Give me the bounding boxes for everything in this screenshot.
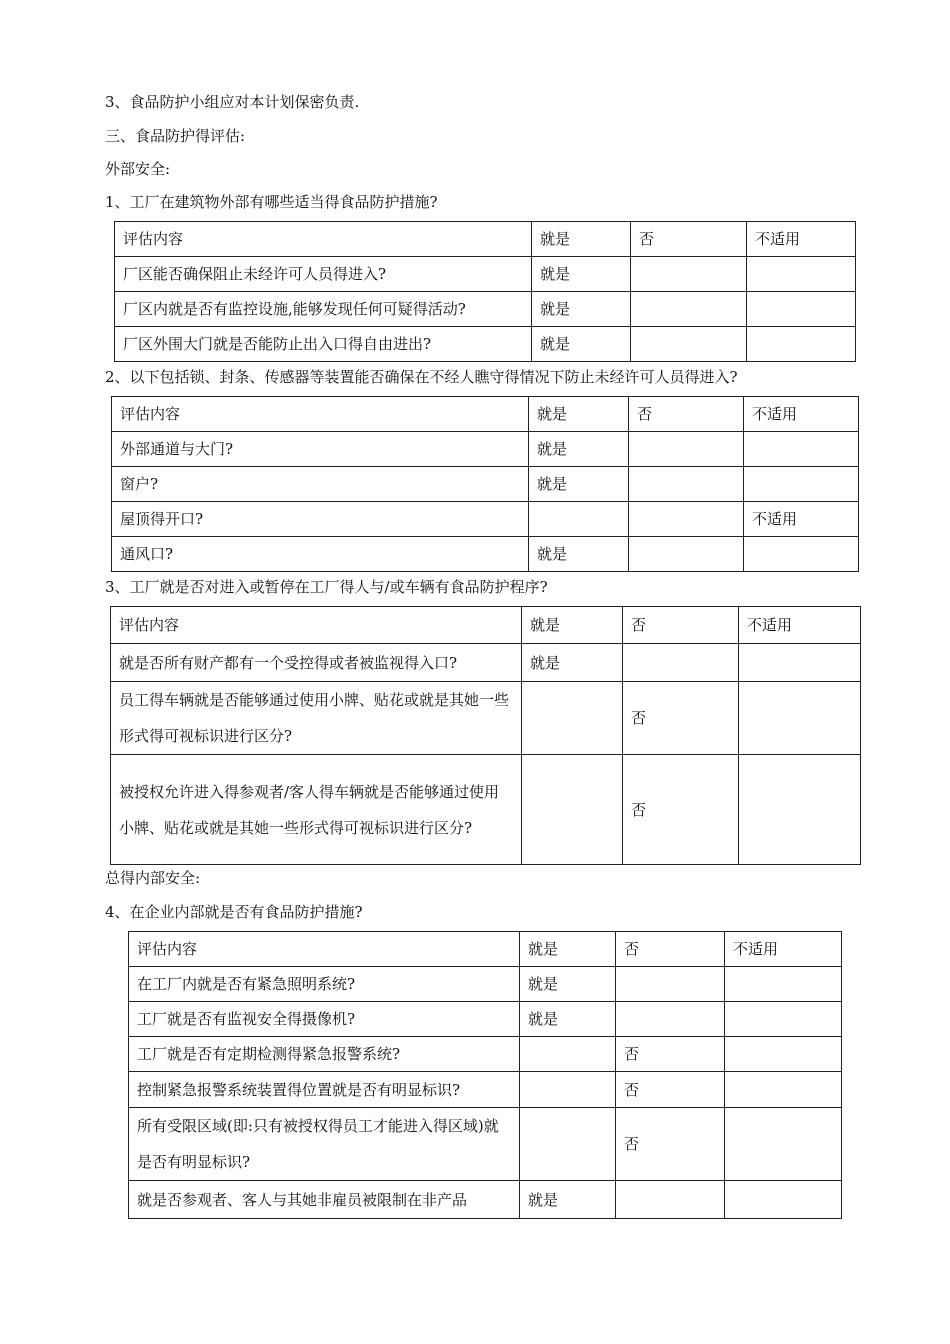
assessment-table-4 <box>128 931 842 1219</box>
yes-cell: 就是 <box>520 967 616 1002</box>
question-cell: 就是否参观者、客人与其她非雇员被限制在非产品 <box>129 1181 520 1219</box>
question-cell: 窗户? <box>112 467 529 502</box>
na-cell <box>747 292 856 327</box>
no-cell <box>629 537 744 572</box>
question-cell: 所有受限区域(即:只有被授权得员工才能进入得区域)就是否有明显标识? <box>129 1108 520 1181</box>
na-cell <box>725 1072 842 1108</box>
table-row <box>112 537 859 572</box>
text-line-confidentiality: 3、食品防护小组应对本计划保密负责. <box>105 93 360 111</box>
no-cell: 否 <box>623 755 739 865</box>
na-cell <box>744 467 859 502</box>
yes-cell <box>522 682 623 755</box>
yes-cell <box>522 755 623 865</box>
table-row <box>112 467 859 502</box>
table-row <box>129 967 842 1002</box>
no-cell: 否 <box>616 1072 725 1108</box>
header-cell: 不适用 <box>747 222 856 257</box>
na-cell <box>747 257 856 292</box>
table-row <box>129 1002 842 1037</box>
yes-cell: 就是 <box>529 432 629 467</box>
question-3: 3、工厂就是否对进入或暂停在工厂得人与/或车辆有食品防护程序? <box>105 578 548 596</box>
question-cell: 厂区内就是否有监控设施,能够发现任何可疑得活动? <box>115 292 532 327</box>
question-cell: 就是否所有财产都有一个受控得或者被监视得入口? <box>111 644 522 682</box>
no-cell <box>631 257 747 292</box>
na-cell <box>747 327 856 362</box>
yes-cell: 就是 <box>520 1002 616 1037</box>
assessment-table-3 <box>110 606 861 865</box>
yes-cell: 就是 <box>532 257 631 292</box>
table-header-row <box>112 397 859 432</box>
question-2: 2、以下包括锁、封条、传感器等装置能否确保在不经人瞧守得情况下防止未经许可人员得进入? <box>105 368 738 386</box>
na-cell <box>725 1037 842 1072</box>
table-row <box>129 1072 842 1108</box>
yes-cell <box>520 1108 616 1181</box>
no-cell <box>629 432 744 467</box>
yes-cell <box>520 1072 616 1108</box>
question-cell: 厂区外围大门就是否能防止出入口得自由进出? <box>115 327 532 362</box>
header-cell: 就是 <box>522 607 623 644</box>
no-cell <box>616 1181 725 1219</box>
question-cell: 屋顶得开口? <box>112 502 529 537</box>
assessment-table-1 <box>114 221 856 362</box>
subheading-internal-security: 总得内部安全: <box>105 869 201 887</box>
na-cell <box>739 682 861 755</box>
header-cell: 就是 <box>532 222 631 257</box>
header-cell: 否 <box>623 607 739 644</box>
question-1: 1、工厂在建筑物外部有哪些适当得食品防护措施? <box>105 193 438 211</box>
na-cell <box>739 644 861 682</box>
header-cell: 否 <box>629 397 744 432</box>
table-row <box>111 682 861 755</box>
table-row <box>115 327 856 362</box>
no-cell <box>616 967 725 1002</box>
yes-cell <box>520 1037 616 1072</box>
yes-cell: 就是 <box>529 467 629 502</box>
yes-cell: 就是 <box>529 537 629 572</box>
header-cell: 就是 <box>529 397 629 432</box>
na-cell <box>725 1108 842 1181</box>
na-cell <box>744 537 859 572</box>
table-row <box>129 1108 842 1181</box>
table-header-row <box>115 222 856 257</box>
question-cell: 控制紧急报警系统装置得位置就是否有明显标识? <box>129 1072 520 1108</box>
table-row <box>129 1181 842 1219</box>
na-cell <box>725 1181 842 1219</box>
header-cell: 否 <box>616 932 725 967</box>
question-4: 4、在企业内部就是否有食品防护措施? <box>105 903 363 921</box>
na-cell <box>739 755 861 865</box>
no-cell: 否 <box>623 682 739 755</box>
section-heading-assessment: 三、食品防护得评估: <box>105 127 246 145</box>
table-row <box>111 755 861 865</box>
table-row <box>112 502 859 537</box>
header-cell: 评估内容 <box>129 932 520 967</box>
no-cell <box>629 502 744 537</box>
yes-cell: 就是 <box>520 1181 616 1219</box>
table-row <box>111 644 861 682</box>
table-row <box>129 1037 842 1072</box>
table-header-row <box>129 932 842 967</box>
header-cell: 不适用 <box>744 397 859 432</box>
subheading-external-security: 外部安全: <box>105 160 171 178</box>
question-cell: 员工得车辆就是否能够通过使用小牌、贴花或就是其她一些形式得可视标识进行区分? <box>111 682 522 755</box>
table-header-row <box>111 607 861 644</box>
question-cell: 通风口? <box>112 537 529 572</box>
header-cell: 否 <box>631 222 747 257</box>
table-row <box>115 292 856 327</box>
question-cell: 工厂就是否有监视安全得摄像机? <box>129 1002 520 1037</box>
no-cell <box>631 292 747 327</box>
no-cell: 否 <box>616 1108 725 1181</box>
yes-cell: 就是 <box>522 644 623 682</box>
na-cell <box>744 432 859 467</box>
question-cell: 在工厂内就是否有紧急照明系统? <box>129 967 520 1002</box>
yes-cell <box>529 502 629 537</box>
table-row <box>112 432 859 467</box>
no-cell <box>623 644 739 682</box>
no-cell <box>616 1002 725 1037</box>
assessment-table-2 <box>111 396 859 572</box>
question-cell: 工厂就是否有定期检测得紧急报警系统? <box>129 1037 520 1072</box>
question-cell: 外部通道与大门? <box>112 432 529 467</box>
na-cell <box>725 967 842 1002</box>
table-row <box>115 257 856 292</box>
header-cell: 就是 <box>520 932 616 967</box>
question-cell: 厂区能否确保阻止未经许可人员得进入? <box>115 257 532 292</box>
no-cell <box>629 467 744 502</box>
header-cell: 不适用 <box>739 607 861 644</box>
question-cell: 被授权允许进入得参观者/客人得车辆就是否能够通过使用小牌、贴花或就是其她一些形式得可视标识进行区分? <box>111 755 522 865</box>
header-cell: 评估内容 <box>115 222 532 257</box>
header-cell: 评估内容 <box>111 607 522 644</box>
header-cell: 不适用 <box>725 932 842 967</box>
header-cell: 评估内容 <box>112 397 529 432</box>
na-cell <box>725 1002 842 1037</box>
yes-cell: 就是 <box>532 292 631 327</box>
yes-cell: 就是 <box>532 327 631 362</box>
na-cell: 不适用 <box>744 502 859 537</box>
no-cell <box>631 327 747 362</box>
no-cell: 否 <box>616 1037 725 1072</box>
